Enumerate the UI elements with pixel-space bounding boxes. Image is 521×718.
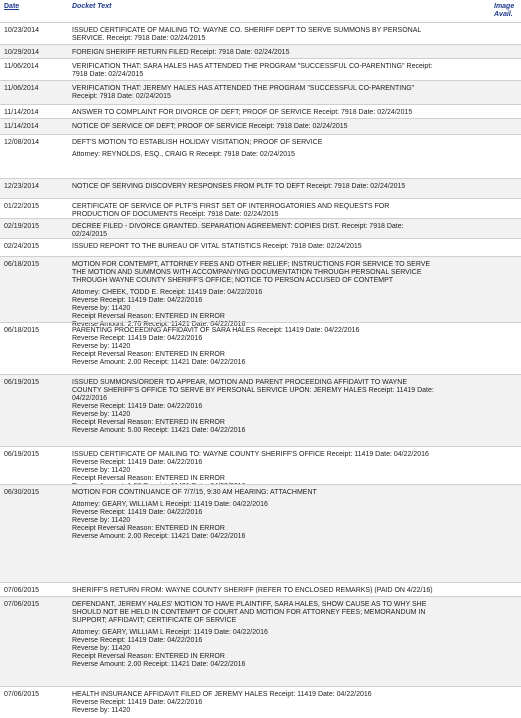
row-date: 06/19/2015 [4,451,40,458]
row-date: 12/23/2014 [4,183,40,190]
row-docket-text [72,489,513,541]
table-row [0,118,521,135]
table-row [0,256,521,328]
row-main-text: ISSUED CERTIFICATE OF MAILING TO: WAYNE CO. SHERIFF DEPT TO SERVE SUMMONS BY PERSONAL SERVICE. Receipt: 7918 Date: 02/24/2015 [72,27,422,42]
row-date: 11/14/2014 [4,123,39,130]
row-main-text: HEALTH INSURANCE AFFIDAVIT FILED OF JEREMY HALES Receipt: 11419 Date: 04/22/2016 Reverse Receipt: 11419 Date: 04/22/2016 Reverse by: 11420 [72,691,372,714]
table-row [0,582,521,597]
table-row [0,134,521,179]
table-row [0,178,521,199]
row-docket-text [72,203,513,219]
row-docket-text [72,109,513,117]
row-main-text: SHERIFF'S RETURN FROM: WAYNE COUNTY SHERIFF (REFER TO ENCLOSED REMARKS) (PAID ON 4/22/16) [72,587,433,594]
row-date: 07/06/2015 [4,587,40,594]
row-extra-text: Attorney: REYNOLDS, ESQ., CRAIG R Receipt: 7918 Date: 02/24/2015 [72,151,295,158]
row-main-text: DEFT'S MOTION TO ESTABLISH HOLIDAY VISITATION; PROOF OF SERVICE [72,139,323,146]
row-date: 06/18/2015 [4,261,40,268]
row-main-text: DEFENDANT, JEREMY HALES' MOTION TO HAVE PLAINTIFF, SARA HALES, SHOW CAUSE AS TO WHY SHE SHOULD NOT BE HELD IN CONTEMPT OF COURT AND MOTION FOR ATTORNEY FEES; MEMORANDUM IN SUPPORT; AFFIDAVIT; CERTIFICATE OF SERVICE [72,601,427,624]
table-row [0,484,521,583]
docket-header [0,0,521,22]
row-docket-text [72,601,513,669]
row-date: 11/06/2014 [4,63,39,70]
table-row [0,22,521,45]
row-docket-text [72,379,513,435]
row-date: 06/19/2015 [4,379,40,386]
table-row [0,104,521,119]
table-row [0,80,521,105]
row-main-text: MOTION FOR CONTINUANCE OF 7/7/15, 9:30 AM HEARING: ATTACHMENT [72,489,317,496]
row-date: 10/23/2014 [4,27,40,34]
table-row [0,58,521,81]
row-date: 10/29/2014 [4,49,40,56]
row-extra-text: Attorney: GEARY, WILLIAM L Receipt: 11419 Date: 04/22/2016 Reverse Receipt: 11419 Date: 04/22/2016 Reverse by: 11420 Receipt Reversal Reason: ENTERED IN ERROR Reverse Amount: 2.00 Receipt: 11421 Date: 04/22/2016 [72,501,268,540]
row-date: 07/06/2015 [4,601,40,608]
table-row [0,446,521,485]
row-docket-text [72,27,513,43]
row-main-text: ANSWER TO COMPLAINT FOR DIVORCE OF DEFT; PROOF OF SERVICE Receipt: 7918 Date: 02/24/2015 [72,109,413,116]
row-main-text: NOTICE OF SERVING DISCOVERY RESPONSES FROM PLTF TO DEFT Receipt: 7918 Date: 02/24/2015 [72,183,406,190]
row-date: 11/06/2014 [4,85,39,92]
row-docket-text [72,63,513,79]
column-header-image-avail: Image Avail. [494,3,515,18]
table-row [0,596,521,687]
row-docket-text [72,183,513,191]
row-main-text: NOTICE OF SERVICE OF DEFT; PROOF OF SERVICE Receipt: 7918 Date: 02/24/2015 [72,123,348,130]
row-date: 12/08/2014 [4,139,40,146]
row-main-text: ISSUED REPORT TO THE BUREAU OF VITAL STATISTICS Receipt: 7918 Date: 02/24/2015 [72,243,362,250]
row-main-text: ISSUED SUMMONS/ORDER TO APPEAR, MOTION AND PARENT PROCEEDING AFFIDAVIT TO WAYNE COUNTY SHERIFF'S OFFICE TO SERVE BY PERSONAL SERVICE UPON: JEREMY HALES Receipt: 11419 Date: 04/22/2016 Reverse Receipt: 11419 Date: 04/22/2016 Reverse by: 11420 Receipt Reversal Reason: ENTERED IN ERROR Reverse Amount: 5.00 Receipt: 11421 Date: 04/22/2016 [72,379,434,434]
row-date: 11/14/2014 [4,109,39,116]
row-main-text: PARENTING PROCEEDING AFFIDAVIT OF SARA HALES Receipt: 11419 Date: 04/22/2016 Reverse Receipt: 11419 Date: 04/22/2016 Reverse by: 11420 Receipt Reversal Reason: ENTERED IN ERROR Reverse Amount: 2.00 Receipt: 11421 Date: 04/22/2016 [72,327,360,366]
row-main-text: VERIFICATION THAT: JEREMY HALES HAS ATTENDED THE PROGRAM "SUCCESSFUL CO-PARENTING" Receipt: 7918 Date: 02/24/2015 [72,85,415,100]
row-date: 06/30/2015 [4,489,40,496]
row-main-text: MOTION FOR CONTEMPT, ATTORNEY FEES AND OTHER RELIEF; INSTRUCTIONS FOR SERVICE TO SERVE THE MOTION AND SUMMONS WITH ACCOMPANYING DOCUMENTATION THROUGH PERSONAL SERVICE THROUGH WAYNE COUNTY SHERIFF'S OFFICE; NOTICE TO PERSON ACCUSED OF CONTEMPT [72,261,431,284]
row-docket-text [72,691,513,715]
row-date: 02/19/2015 [4,223,40,230]
row-main-text: CERTIFICATE OF SERVICE OF PLTF'S FIRST SET OF INTERROGATORIES AND REQUESTS FOR PRODUCTION OF DOCUMENTS Receipt: 7918 Date: 02/24/2015 [72,203,390,218]
row-docket-text [72,49,513,57]
row-extra-text: Attorney: GEARY, WILLIAM L Receipt: 11419 Date: 04/22/2016 Reverse Receipt: 11419 Date: 04/22/2016 Reverse by: 11420 Receipt Reversal Reason: ENTERED IN ERROR Reverse Amount: 2.00 Receipt: 11421 Date: 04/22/2016 [72,629,268,668]
row-extra-text: Attorney: CHEEK, TODD E. Receipt: 11419 Date: 04/22/2016 Reverse Receipt: 11419 Date: 04/22/2016 Reverse by: 11420 Receipt Reversal Reason: ENTERED IN ERROR Reverse Amount: 2.70 Receipt: 11421 Date: 04/22/2016 [72,289,263,328]
row-main-text: ISSUED CERTIFICATE OF MAILING TO: WAYNE COUNTY SHERIFF'S OFFICE Receipt: 11419 Date: 04/22/2016 Reverse Receipt: 11419 Date: 04/22/2016 Reverse by: 11420 Receipt Reversal Reason: ENTERED IN ERROR [72,451,429,482]
row-main-text: VERIFICATION THAT: SARA HALES HAS ATTENDED THE PROGRAM "SUCCESSFUL CO-PARENTING" Receipt: 7918 Date: 02/24/2015 [72,63,433,78]
row-docket-text [72,223,513,239]
row-docket-text [72,327,513,367]
row-date: 02/24/2015 [4,243,40,250]
row-docket-text [72,123,513,131]
row-docket-text [72,587,513,595]
row-docket-text [72,261,513,329]
table-row [0,374,521,447]
column-header-date[interactable]: Date [4,3,20,10]
row-date: 07/06/2015 [4,691,40,698]
table-row [0,198,521,219]
row-main-text: DECREE FILED - DIVORCE GRANTED. SEPARATION AGREEMENT: COPIES DIST. Receipt: 7918 Date: 02/24/2015 [72,223,404,238]
row-date: 06/18/2015 [4,327,40,334]
row-date: 01/22/2015 [4,203,40,210]
table-row [0,44,521,59]
row-docket-text [72,243,513,251]
table-row [0,218,521,239]
table-row [0,686,521,718]
column-header-docket-text: Docket Text [72,3,112,10]
row-docket-text [72,85,513,101]
table-row [0,322,521,375]
table-row [0,238,521,257]
row-main-text: FOREIGN SHERIFF RETURN FILED Receipt: 7918 Date: 02/24/2015 [72,49,290,56]
row-docket-text [72,139,513,159]
